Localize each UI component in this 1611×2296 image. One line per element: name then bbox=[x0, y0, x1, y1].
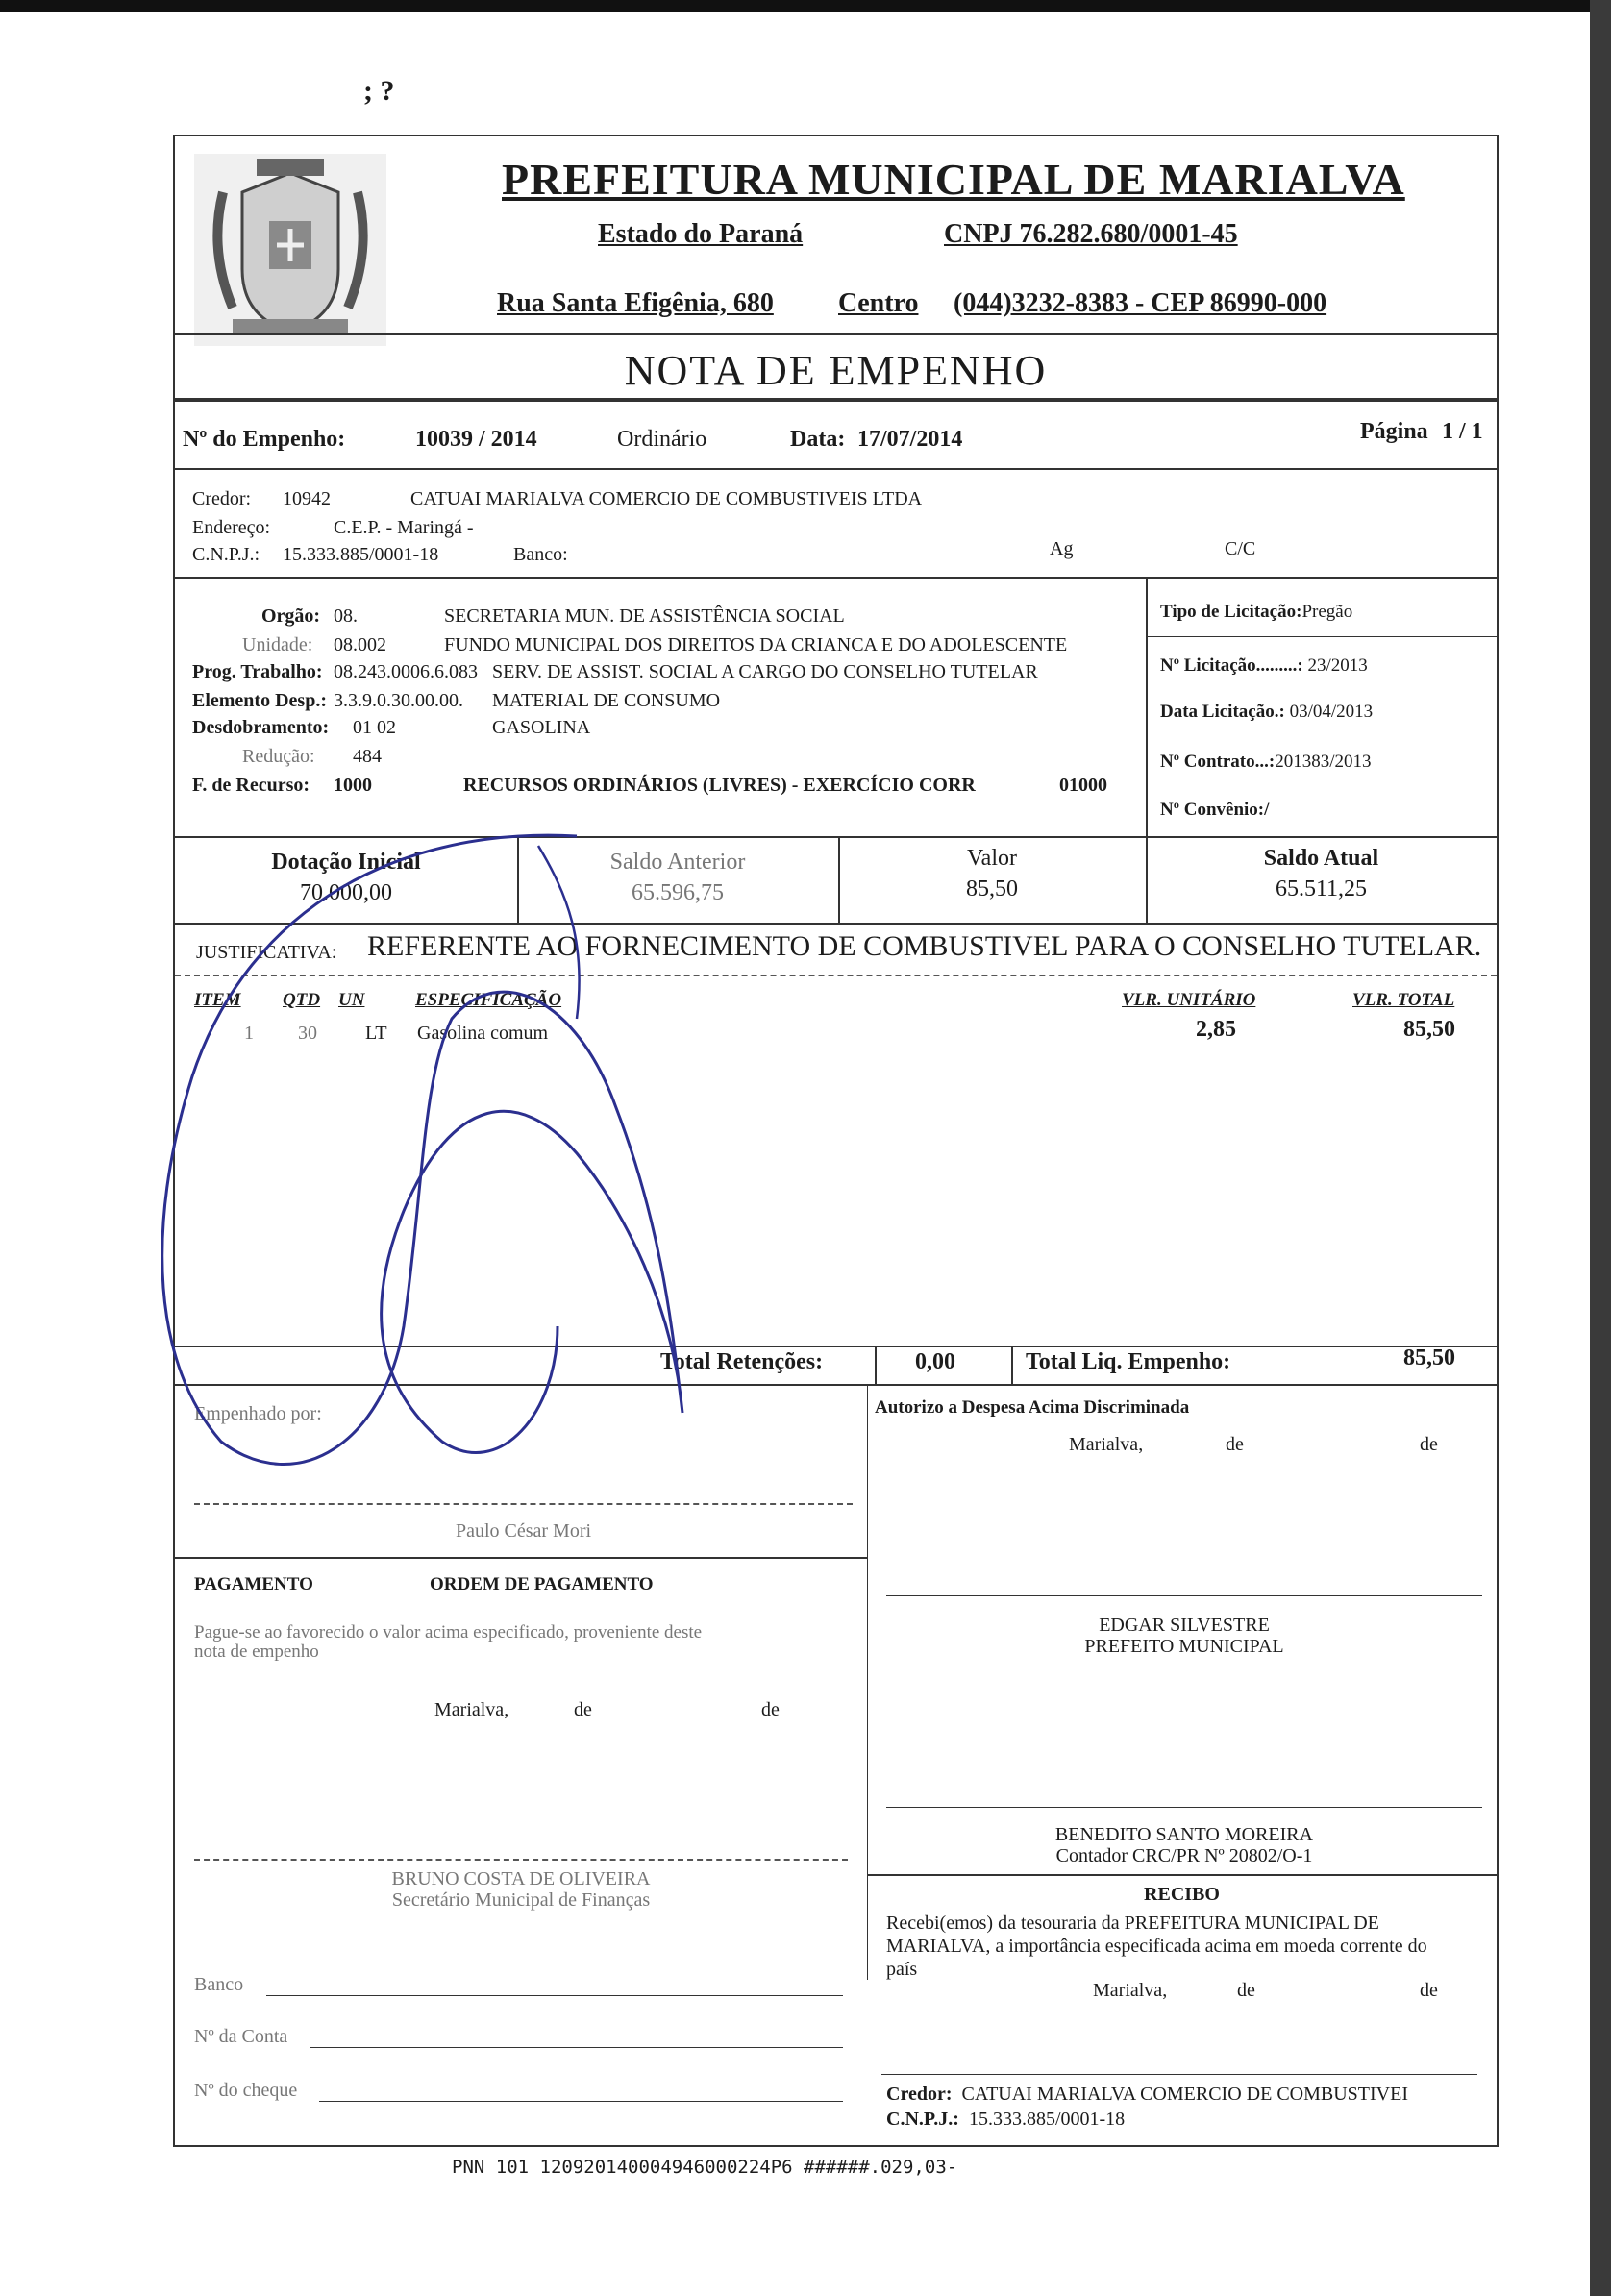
recibo-city: Marialva, bbox=[1093, 1980, 1168, 2001]
item-qtd: 30 bbox=[298, 1023, 317, 1044]
recibo-de-1: de bbox=[1237, 1980, 1255, 2001]
saldo-anterior-value: 65.596,75 bbox=[632, 880, 724, 905]
contrato-label: Nº Contrato...: bbox=[1160, 752, 1276, 772]
pagamento-de-2: de bbox=[761, 1699, 780, 1720]
page-number: 1 / 1 bbox=[1442, 419, 1483, 444]
justificativa-label: JUSTIFICATIVA: bbox=[196, 942, 337, 963]
fonte-recurso-description: RECURSOS ORDINÁRIOS (LIVRES) - EXERCÍCIO CORR bbox=[463, 775, 976, 796]
pagamento-city: Marialva, bbox=[434, 1699, 509, 1720]
pagamento-de-1: de bbox=[574, 1699, 592, 1720]
fonte-recurso-code: 01000 bbox=[1059, 775, 1107, 796]
col-header-vlr-total: VLR. TOTAL bbox=[1352, 990, 1455, 1010]
autorizo-city: Marialva, bbox=[1069, 1434, 1144, 1455]
col-header-item: ITEM bbox=[194, 990, 241, 1010]
autorizo-de-1: de bbox=[1226, 1434, 1244, 1455]
retencoes-value: 0,00 bbox=[915, 1349, 955, 1374]
recibo-de-2: de bbox=[1420, 1980, 1438, 2001]
endereco-value: C.E.P. - Maringá - bbox=[334, 517, 474, 538]
recibo-text-1: Recebi(emos) da tesouraria da PREFEITURA MUNICIPAL DE bbox=[886, 1913, 1379, 1934]
total-liquido-label: Total Liq. Empenho: bbox=[1026, 1349, 1231, 1374]
saldo-atual-label: Saldo Atual bbox=[1263, 846, 1379, 871]
orgao-description: SECRETARIA MUN. DE ASSISTÊNCIA SOCIAL bbox=[444, 605, 845, 627]
ordem-pagamento-text-2: nota de empenho bbox=[194, 1642, 319, 1662]
document-title: NOTA DE EMPENHO bbox=[624, 347, 1048, 394]
num-licitacao-value: 23/2013 bbox=[1307, 655, 1368, 676]
bank-authentication-text: PNN 101 120920140004946000224P6 ######.029,03- bbox=[452, 2157, 958, 2178]
empenho-date-label: Data: bbox=[790, 427, 846, 452]
header-cnpj: CNPJ 76.282.680/0001-45 bbox=[944, 219, 1238, 249]
fonte-recurso-value: 1000 bbox=[334, 775, 372, 796]
orgao-value: 08. bbox=[334, 605, 358, 627]
empenho-date: 17/07/2014 bbox=[857, 427, 963, 452]
contador-name: BENEDITO SANTO MOREIRA bbox=[1054, 1824, 1314, 1845]
desdobramento-description: GASOLINA bbox=[492, 717, 591, 738]
item-description: Gasolina comum bbox=[417, 1023, 549, 1044]
col-header-un: UN bbox=[338, 990, 365, 1010]
col-header-vlr-unitario: VLR. UNITÁRIO bbox=[1122, 990, 1256, 1010]
credor-cnpj: 15.333.885/0001-18 bbox=[283, 544, 439, 565]
programa-label: Prog. Trabalho: bbox=[192, 661, 323, 682]
recibo-credor-value: CATUAI MARIALVA COMERCIO DE COMBUSTIVEI bbox=[961, 2084, 1408, 2105]
autorizo-de-2: de bbox=[1420, 1434, 1438, 1455]
banco-label: Banco: bbox=[513, 544, 568, 565]
ordem-pagamento-title: ORDEM DE PAGAMENTO bbox=[430, 1574, 654, 1594]
num-licitacao-label: Nº Licitação.........: bbox=[1160, 655, 1303, 676]
prefeito-title: PREFEITO MUNICIPAL bbox=[1084, 1636, 1284, 1657]
prefeito-name: EDGAR SILVESTRE bbox=[1099, 1615, 1270, 1636]
header-phone-cep: (044)3232-8383 - CEP 86990-000 bbox=[954, 288, 1327, 318]
unidade-label: Unidade: bbox=[242, 634, 313, 655]
saldo-anterior-label: Saldo Anterior bbox=[609, 850, 746, 875]
item-number: 1 bbox=[244, 1023, 254, 1044]
cheque-field-label: Nº do cheque bbox=[194, 2080, 298, 2101]
item-un: LT bbox=[365, 1023, 387, 1044]
credor-code: 10942 bbox=[283, 488, 331, 509]
recibo-cnpj-label: C.N.P.J.: bbox=[886, 2109, 959, 2130]
item-total: 85,50 bbox=[1403, 1017, 1455, 1042]
credor-label: Credor: bbox=[192, 488, 252, 509]
empenho-number-label: Nº do Empenho: bbox=[183, 427, 346, 452]
tipo-licitacao-label: Tipo de Licitação: bbox=[1160, 602, 1302, 622]
desdobramento-value: 01 02 bbox=[353, 717, 396, 738]
saldo-atual-value: 65.511,25 bbox=[1275, 876, 1368, 901]
col-header-especificacao: ESPECIFICAÇÃO bbox=[415, 990, 562, 1010]
convenio-label: Nº Convênio:/ bbox=[1160, 800, 1270, 820]
conta-field-label: Nº da Conta bbox=[194, 2026, 288, 2047]
elemento-description: MATERIAL DE CONSUMO bbox=[492, 690, 721, 711]
orgao-label: Orgão: bbox=[261, 605, 321, 627]
credor-cnpj-label: C.N.P.J.: bbox=[192, 544, 260, 565]
ordem-pagamento-text-1: Pague-se ao favorecido o valor acima especificado, proveniente deste bbox=[194, 1622, 703, 1642]
empenhado-por-label: Empenhado por: bbox=[194, 1403, 322, 1424]
empenho-number: 10039 / 2014 bbox=[415, 427, 537, 452]
dotacao-inicial-value: 70.000,00 bbox=[300, 880, 392, 905]
valor-value: 85,50 bbox=[966, 876, 1018, 901]
col-header-qtd: QTD bbox=[283, 990, 321, 1010]
scan-mark: ; ? bbox=[363, 75, 395, 107]
recibo-text-2: MARIALVA, a importância especificada acima em moeda corrente do bbox=[886, 1936, 1427, 1957]
empenhado-por-name: Paulo César Mori bbox=[455, 1520, 592, 1542]
dotacao-inicial-label: Dotação Inicial bbox=[271, 850, 421, 875]
state-name: Estado do Paraná bbox=[598, 219, 804, 249]
reducao-label: Redução: bbox=[242, 746, 315, 767]
unidade-description: FUNDO MUNICIPAL DOS DIREITOS DA CRIANCA E DO ADOLESCENTE bbox=[444, 634, 1068, 655]
endereco-label: Endereço: bbox=[192, 517, 271, 538]
retencoes-label: Total Retenções: bbox=[660, 1349, 824, 1374]
valor-label: Valor bbox=[967, 846, 1017, 871]
pagamento-label: PAGAMENTO bbox=[194, 1574, 313, 1594]
desdobramento-label: Desdobramento: bbox=[192, 717, 330, 738]
page-label: Página bbox=[1360, 419, 1428, 444]
banco-field-label: Banco bbox=[194, 1974, 244, 1995]
data-licitacao-label: Data Licitação.: bbox=[1160, 702, 1285, 722]
agencia-label: Ag bbox=[1050, 538, 1074, 559]
fonte-recurso-label: F. de Recurso: bbox=[192, 775, 310, 796]
elemento-label: Elemento Desp.: bbox=[192, 690, 327, 711]
autorizo-label: Autorizo a Despesa Acima Discriminada bbox=[875, 1397, 1190, 1418]
unidade-value: 08.002 bbox=[334, 634, 386, 655]
recibo-text-3: país bbox=[886, 1959, 918, 1980]
empenho-type: Ordinário bbox=[617, 427, 707, 452]
item-unit-price: 2,85 bbox=[1196, 1017, 1236, 1042]
secretario-title: Secretário Municipal de Finanças bbox=[391, 1889, 651, 1911]
page-title: PREFEITURA MUNICIPAL DE MARIALVA bbox=[502, 155, 1405, 204]
header-address: Rua Santa Efigênia, 680 bbox=[497, 288, 774, 318]
credor-name: CATUAI MARIALVA COMERCIO DE COMBUSTIVEIS LTDA bbox=[410, 488, 923, 509]
programa-description: SERV. DE ASSIST. SOCIAL A CARGO DO CONSELHO TUTELAR bbox=[492, 661, 1038, 682]
recibo-credor-label: Credor: bbox=[886, 2084, 953, 2105]
data-licitacao-value: 03/04/2013 bbox=[1289, 702, 1374, 722]
justificativa-text: REFERENTE AO FORNECIMENTO DE COMBUSTIVEL PARA O CONSELHO TUTELAR. bbox=[367, 930, 1482, 962]
recibo-cnpj-value: 15.333.885/0001-18 bbox=[968, 2109, 1126, 2130]
reducao-value: 484 bbox=[353, 746, 382, 767]
recibo-title: RECIBO bbox=[1144, 1884, 1220, 1905]
header-district: Centro bbox=[838, 288, 919, 318]
tipo-licitacao-value: Pregão bbox=[1301, 602, 1353, 622]
conta-corrente-label: C/C bbox=[1225, 538, 1256, 559]
secretario-name: BRUNO COSTA DE OLIVEIRA bbox=[391, 1868, 651, 1889]
contador-title: Contador CRC/PR Nº 20802/O-1 bbox=[1055, 1845, 1313, 1866]
programa-value: 08.243.0006.6.083 bbox=[334, 661, 478, 682]
elemento-value: 3.3.9.0.30.00.00. bbox=[334, 690, 463, 711]
contrato-value: 201383/2013 bbox=[1275, 752, 1372, 772]
total-liquido-value: 85,50 bbox=[1403, 1346, 1455, 1370]
